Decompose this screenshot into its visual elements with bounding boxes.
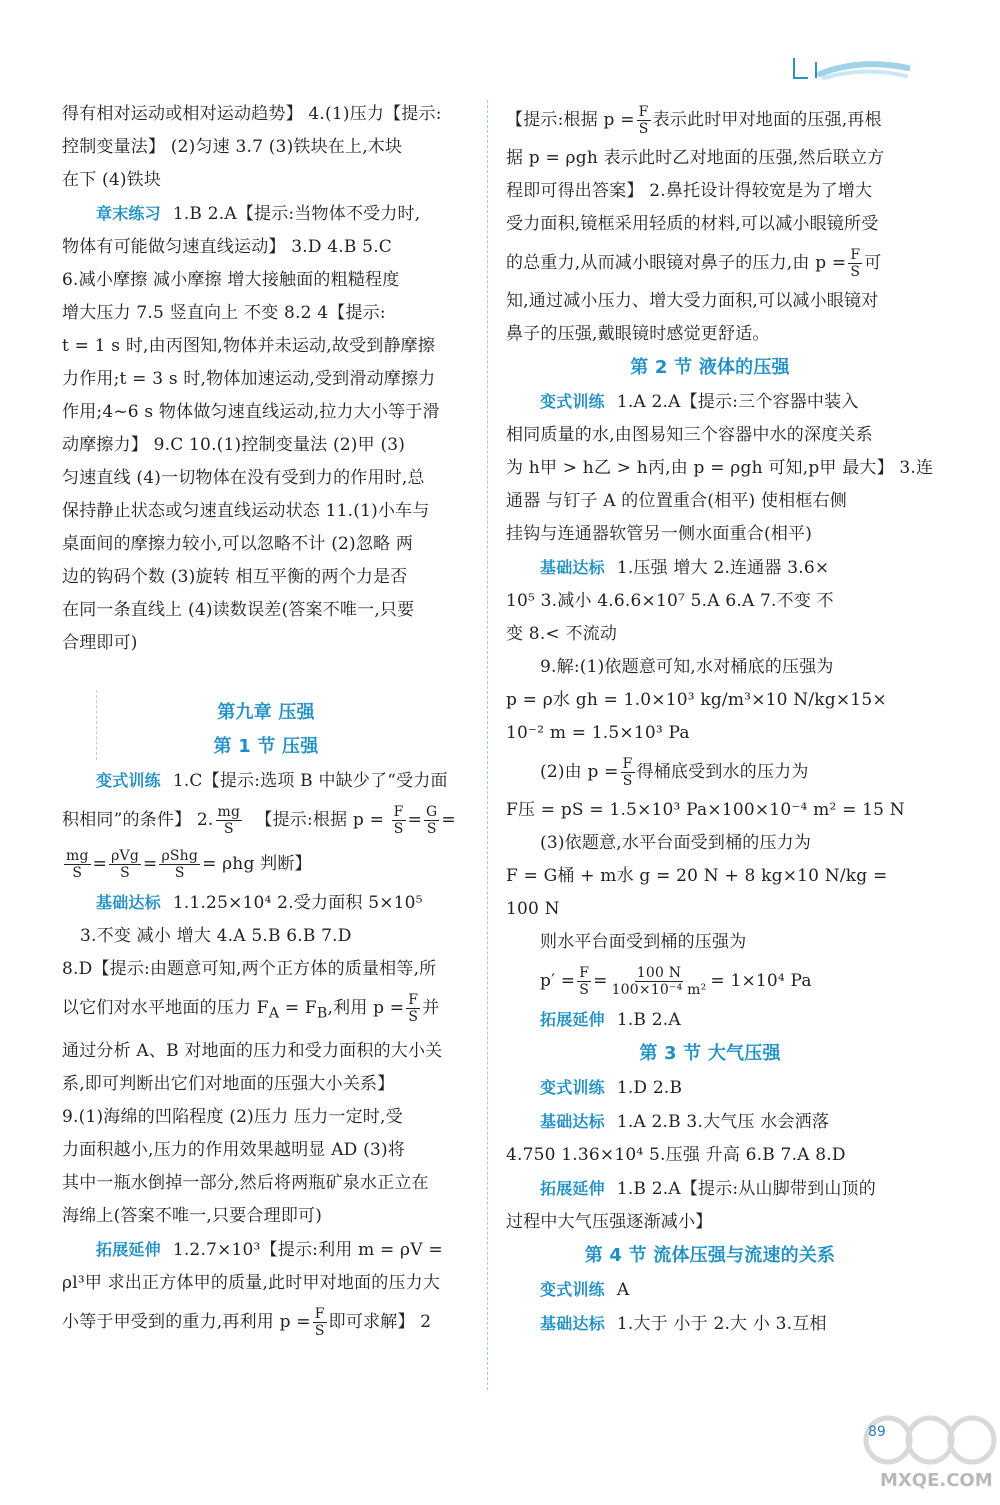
text-span: 1.C【提示:选项 B 中缺少了“受力面 — [172, 771, 448, 791]
section-label-basic: 基础达标 — [540, 1314, 605, 1333]
text-line: 其中一瓶水倒掉一部分,然后将两瓶矿泉水正立在 — [62, 1173, 429, 1194]
text-span: 得桶底受到水的压力为 — [636, 762, 809, 782]
text-line: 则水平台面受到桶的压强为 — [540, 932, 747, 952]
text-line: 相同质量的水,由图易知三个容器中水的深度关系 — [506, 425, 873, 445]
text-line: 匀速直线 (4)一切物体在没有受到力的作用时,总 — [62, 468, 425, 488]
text-line: 据 p = ρgh 表示此时乙对地面的压强,然后联立方 — [506, 148, 885, 168]
text-line: 增大压力 7.5 竖直向上 不变 8.2 4【提示: — [62, 303, 386, 323]
answer-line — [506, 551, 914, 585]
section-title — [62, 730, 470, 764]
text-line: 受力面积,镜框采用轻质的材料,可以减小眼镜所受 — [506, 214, 879, 234]
text-span: 1.D 2.B — [616, 1078, 683, 1098]
fraction-numerator: mg — [66, 848, 89, 864]
text-line: 10⁵ 3.减小 4.6.6×10⁷ 5.A 6.A 7.不变 不 — [506, 591, 834, 611]
formula-line — [506, 98, 914, 142]
text-line: 8.D【提示:由题意可知,两个正方体的质量相等,所 — [62, 959, 437, 979]
section-title — [506, 1037, 914, 1071]
text-line: 通过分析 A、B 对地面的压力和受力面积的大小关 — [62, 1041, 443, 1062]
section-label-basic: 基础达标 — [540, 1112, 605, 1131]
text-line: 9.解:(1)依题意可知,水对桶底的压强为 — [540, 657, 834, 677]
fraction — [64, 848, 91, 881]
text-line: 控制变量法】 (2)匀速 3.7 (3)铁块在上,木块 — [62, 137, 403, 157]
text-line: 过程中大气压强逐渐减小】 — [506, 1212, 713, 1232]
formula-line: 积相同”的条件】 2. $\frac{mg}{S}$ 【提示:根据 p = $\frac{F}{S}$ = $\frac{G}{S}$ = — [62, 804, 456, 837]
answer-line — [62, 886, 470, 920]
right-column — [506, 98, 934, 1341]
formula-line — [506, 241, 914, 285]
text-line: 作用;4~6 s 物体做匀速直线运动,拉力大小等于滑 — [62, 402, 440, 422]
fraction — [109, 848, 141, 881]
text-span: 1.B 2.A【提示:当物体不受力时, — [172, 204, 421, 224]
answer-line — [506, 1307, 914, 1341]
chapter-title-text: 第九章 压强 — [217, 702, 315, 723]
text-span: ,利用 p = — [327, 998, 405, 1018]
text-span: 以它们对水平地面的压力 F — [62, 998, 269, 1018]
fraction — [621, 756, 635, 789]
text-span: 表示此时甲对地面的压强,再根 — [652, 110, 882, 130]
section-title — [506, 1239, 914, 1273]
fraction-denominator: S — [174, 865, 185, 881]
fraction — [610, 965, 709, 998]
text-line: 鼻子的压强,戴眼镜时感觉更舒适。 — [506, 324, 770, 344]
fraction-numerator: F — [579, 965, 590, 981]
section-title-text: 第 2 节 液体的压强 — [630, 357, 790, 378]
fraction-numerator: F — [393, 804, 404, 820]
formula-line — [506, 959, 914, 1003]
answer-line — [506, 1003, 914, 1037]
answer-line — [506, 1071, 914, 1105]
text-line: 变 8.< 不流动 — [506, 624, 618, 644]
formula-line — [62, 986, 470, 1035]
text-line: (3)依题意,水平台面受到桶的压力为 — [540, 833, 812, 853]
text-span: = F — [279, 998, 317, 1018]
left-column — [62, 98, 470, 1344]
fraction-numerator: F — [314, 1306, 325, 1323]
fraction-denominator: S — [622, 773, 633, 789]
fraction-denominator: S — [426, 821, 437, 837]
text-span: 小等于甲受到的重力,再利用 p = — [62, 1312, 311, 1333]
text-line: 3.不变 减小 增大 4.A 5.B 6.B 7.D — [80, 926, 352, 946]
fraction-denominator: S — [408, 1009, 419, 1025]
text-line: 合理即可) — [62, 633, 138, 653]
fraction-numerator: mg — [217, 804, 241, 820]
answer-line — [62, 1233, 470, 1267]
formula-line: $\frac{mg}{S}$ = $\frac{\text{ρVg}}{S}$ = $\frac{\text{ρShg}}{S}$ = ρhg 判断】 — [66, 848, 312, 881]
text-line: 6.减小摩擦 减小摩擦 增大接触面的粗糙程度 — [62, 270, 400, 290]
subscript: A — [268, 1005, 280, 1022]
text-span: 1.A 2.A【提示:三个容器中装入 — [616, 392, 859, 412]
fraction-denominator: S — [223, 821, 234, 837]
answer-line — [62, 197, 470, 231]
answer-line — [506, 1105, 914, 1139]
text-line: 边的钩码个数 (3)旋转 相互平衡的两个力是否 — [62, 567, 408, 587]
text-line: 4.750 1.36×10⁴ 5.压强 升高 6.B 7.A 8.D — [506, 1145, 846, 1165]
text-line: 得有相对运动或相对运动趋势】 4.(1)压力【提示: — [62, 104, 442, 124]
text-line: F = G桶 + m水 g = 20 N + 8 kg×10 N/kg = — [506, 866, 888, 886]
text-span: 1.2.7×10³【提示:利用 m = ρV = — [172, 1240, 443, 1261]
watermark-text: MXQE.COM — [880, 1470, 993, 1491]
text-line: 程即可得出答案】 2.鼻托设计得较宽是为了增大 — [506, 181, 873, 201]
text-span: 并 — [422, 998, 440, 1018]
formula-line — [62, 1300, 470, 1344]
subscript: B — [316, 1005, 328, 1022]
text-span: 1.B 2.A — [616, 1010, 681, 1030]
text-span: 1.A 2.B 3.大气压 水会洒落 — [616, 1112, 830, 1132]
fraction-denominator: S — [393, 821, 404, 837]
fraction-numerator: ρShg — [161, 848, 199, 864]
chapter-title — [62, 696, 470, 730]
text-line: p = ρ水 gh = 1.0×10³ kg/m³×10 N/kg×15× — [506, 690, 887, 710]
text-span: (2)由 p = — [540, 762, 619, 782]
section-title-text: 第 1 节 压强 — [213, 736, 319, 757]
text-line: 桌面间的摩擦力较小,可以忽略不计 (2)忽略 两 — [62, 534, 414, 554]
text-line: 9.(1)海绵的凹陷程度 (2)压力 压力一定时,受 — [62, 1107, 403, 1128]
text-span: p′ = — [540, 971, 576, 991]
fraction — [577, 965, 591, 998]
text-line: 知,通过减小压力、增大受力面积,可以减小眼镜对 — [506, 291, 879, 311]
fraction — [637, 104, 651, 137]
text-line: 动摩擦力】 9.C 10.(1)控制变量法 (2)甲 (3) — [62, 435, 406, 455]
text-line: F压 = pS = 1.5×10³ Pa×100×10⁻⁴ m² = 15 N — [506, 800, 905, 820]
text-line: 通器 与钉子 A 的位置重合(相平) 使相框右侧 — [506, 491, 847, 511]
section-label-variant: 变式训练 — [540, 1078, 605, 1097]
answer-line — [506, 385, 914, 419]
text-span: 1.B 2.A【提示:从山脚带到山顶的 — [616, 1179, 876, 1199]
text-line: 系,即可判断出它们对地面的压强大小关系】 — [62, 1074, 395, 1095]
text-line: 保持静止状态或匀速直线运动状态 11.(1)小车与 — [62, 501, 430, 521]
text-span: A — [616, 1280, 630, 1300]
text-span: 的总重力,从而减小眼镜对鼻子的压力,由 p = — [506, 253, 847, 273]
text-span: 1.大于 小于 2.大 小 3.互相 — [616, 1314, 827, 1334]
page-number: 89 — [868, 1424, 886, 1440]
text-line: 物体有可能做匀速直线运动】 3.D 4.B 5.C — [62, 237, 392, 257]
section-label-basic: 基础达标 — [96, 893, 161, 912]
text-line: 力作用;t = 3 s 时,物体加速运动,受到滑动摩擦力 — [62, 369, 436, 389]
text-span: 积相同”的条件】 2. — [62, 810, 214, 830]
fraction — [216, 804, 243, 837]
formula-line — [506, 750, 914, 794]
fraction-denominator: S — [850, 264, 861, 280]
text-span: = 1×10⁴ Pa — [710, 971, 812, 991]
fraction-numerator: 100 N — [636, 965, 682, 981]
text-span: 即可求解】 2 — [328, 1312, 432, 1333]
text-line: 在同一条直线上 (4)读数误差(答案不唯一,只要 — [62, 600, 415, 620]
fraction — [406, 992, 420, 1025]
column-divider — [487, 100, 488, 1390]
fraction-numerator: G — [426, 804, 438, 820]
text-line: 力面积越小,压力的作用效果越明显 AD (3)将 — [62, 1140, 405, 1161]
answer-line — [506, 1273, 914, 1307]
section-label-extension: 拓展延伸 — [540, 1010, 605, 1029]
section-label-variant: 变式训练 — [96, 771, 161, 790]
section-label-basic: 基础达标 — [540, 558, 605, 577]
fraction-denominator: 100×10⁻⁴ m² — [611, 982, 707, 998]
header-logo — [790, 52, 910, 86]
text-line: 挂钩与连通器软管另一侧水面重合(相平) — [506, 524, 813, 544]
text-line: 海绵上(答案不唯一,只要合理即可) — [62, 1206, 323, 1227]
text-span: 1.压强 增大 2.连通器 3.6× — [616, 558, 830, 578]
fraction-numerator: F — [622, 756, 633, 772]
text-span: = — [593, 971, 608, 991]
text-span: 【提示:根据 p = — [506, 110, 635, 130]
text-line: ρl³甲 求出正方体甲的质量,此时甲对地面的压力大 — [62, 1273, 441, 1294]
text-line: 在下 (4)铁块 — [62, 170, 162, 190]
fraction — [848, 247, 862, 280]
section-title-text: 第 3 节 大气压强 — [639, 1043, 781, 1064]
fraction-denominator: S — [638, 121, 649, 137]
section-label-extension: 拓展延伸 — [96, 1240, 161, 1260]
section-title — [506, 351, 914, 385]
text-span: 可 — [864, 253, 882, 273]
fraction — [159, 848, 200, 881]
section-label-extension: 拓展延伸 — [540, 1179, 605, 1198]
answer-line — [506, 1172, 914, 1206]
fraction-numerator: F — [408, 992, 419, 1008]
fraction-denominator: S — [314, 1323, 325, 1340]
text-line: 10⁻² m = 1.5×10³ Pa — [506, 723, 690, 743]
section-label-variant: 变式训练 — [540, 1280, 605, 1299]
section-label-chapter-exercise: 章末练习 — [96, 204, 161, 223]
text-span: 【提示:根据 p = — [255, 810, 385, 830]
text-line: 为 h甲 > h乙 > h丙,由 p = ρgh 可知,p甲 最大】 3.连 — [506, 458, 934, 478]
fraction-denominator: S — [120, 865, 130, 881]
section-title-text: 第 4 节 流体压强与流速的关系 — [584, 1245, 836, 1266]
fraction — [424, 804, 439, 837]
fraction-denominator: S — [579, 982, 590, 998]
text-span: 1.1.25×10⁴ 2.受力面积 5×10⁵ — [172, 893, 423, 913]
answer-line — [62, 764, 470, 798]
section-label-variant: 变式训练 — [540, 392, 605, 411]
fraction-denominator: S — [72, 865, 83, 881]
fraction-numerator: ρVg — [111, 848, 139, 864]
text-span: = ρhg 判断】 — [202, 854, 312, 874]
fraction-numerator: F — [638, 104, 649, 120]
text-line: t = 1 s 时,由丙图知,物体并未运动,故受到静摩擦 — [62, 336, 436, 356]
fraction-numerator: F — [850, 247, 861, 263]
text-line: 100 N — [506, 899, 560, 919]
fraction — [313, 1306, 327, 1339]
fraction — [392, 804, 406, 837]
